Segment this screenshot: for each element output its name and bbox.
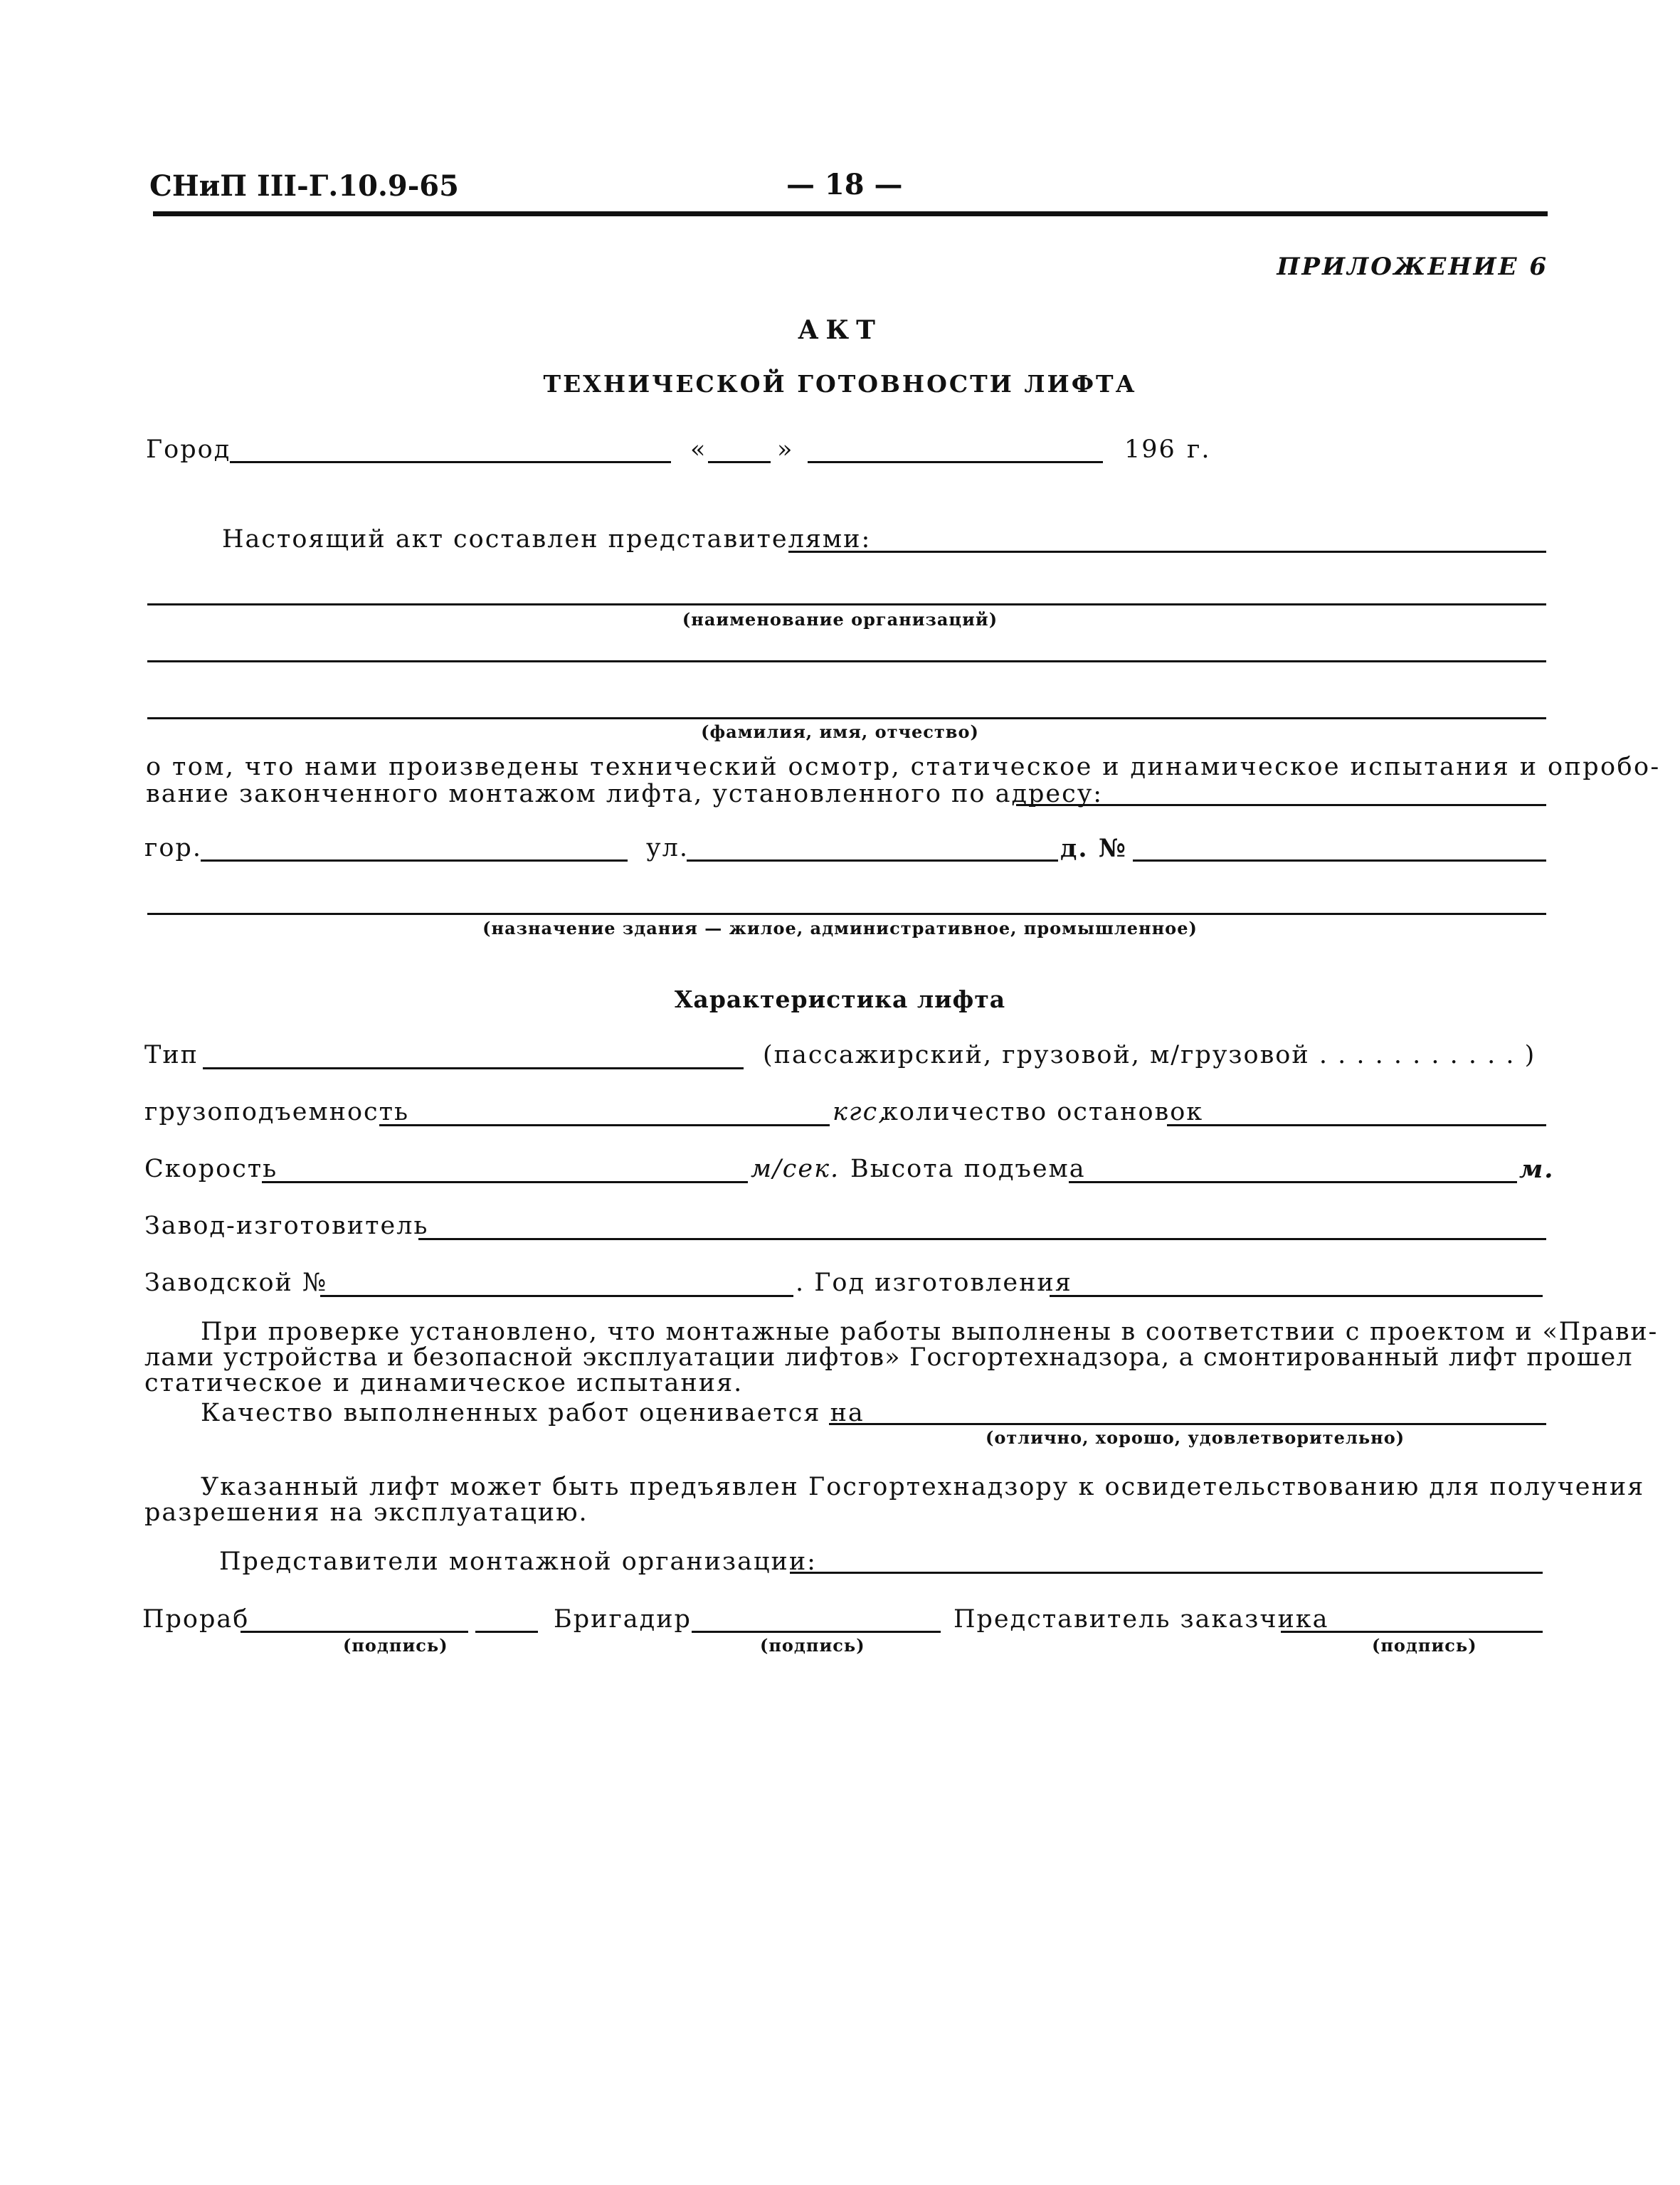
paragraph-1-line-2: вание законченного монтажом лифта, установленного по адресу: <box>146 780 1104 808</box>
stops-field[interactable] <box>1167 1124 1546 1126</box>
paragraph-2-line-2: лами устройства и безопасной эксплуатации лифтов» Госгортехнадзора, а смонтированный лифт прошел <box>144 1343 1633 1372</box>
representatives-label: Представители монтажной организации: <box>219 1548 817 1576</box>
customer-rep-signature-field[interactable] <box>1281 1631 1543 1633</box>
address-field[interactable] <box>1016 804 1546 806</box>
act-subtitle: ТЕХНИЧЕСКОЙ ГОТОВНОСТИ ЛИФТА <box>543 370 1137 398</box>
serial-field[interactable] <box>320 1295 793 1297</box>
speed-field[interactable] <box>262 1181 748 1183</box>
building-purpose-line[interactable] <box>147 913 1546 915</box>
organizations-line[interactable] <box>147 603 1546 605</box>
paragraph-3-line-1: Указанный лифт может быть предъявлен Госгортехнадзору к освидетельствованию для получения <box>201 1473 1645 1501</box>
height-unit: м. <box>1519 1155 1555 1184</box>
capacity-field[interactable] <box>379 1124 830 1126</box>
day-field[interactable] <box>708 461 771 463</box>
brigadier-signature-field[interactable] <box>692 1631 941 1633</box>
quality-label: Качество выполненных работ оценивается на <box>201 1399 865 1427</box>
foreman-label: Прораб <box>142 1605 250 1634</box>
foreman-signature-caption: (подпись) <box>343 1635 448 1656</box>
type-field[interactable] <box>203 1067 744 1069</box>
type-options: (пассажирский, грузовой, м/грузовой . . . . . . . . . . . ) <box>763 1041 1536 1069</box>
quote-close: » <box>777 435 794 464</box>
caption-quality: (отлично, хорошо, удовлетворительно) <box>986 1427 1405 1448</box>
document-code: СНиП III-Г.10.9-65 <box>149 169 459 203</box>
representatives-signature-field[interactable] <box>790 1572 1543 1574</box>
address-city-label: гор. <box>144 834 202 862</box>
manufacture-year-label: . Год изготовления <box>796 1269 1072 1297</box>
representatives-field[interactable] <box>788 551 1546 553</box>
address-street-label: ул. <box>646 834 689 862</box>
height-field[interactable] <box>1069 1181 1517 1183</box>
paragraph-3-line-2: разрешения на эксплуатацию. <box>144 1498 588 1527</box>
brigadier-signature-caption: (подпись) <box>760 1635 865 1656</box>
address-house-field[interactable] <box>1133 859 1546 862</box>
foreman-name-field[interactable] <box>475 1631 538 1633</box>
foreman-signature-field[interactable] <box>241 1631 468 1633</box>
quote-open: « <box>690 435 707 464</box>
year-suffix: г. <box>1187 435 1211 464</box>
address-house-label: д. № <box>1060 834 1127 863</box>
address-city-field[interactable] <box>201 859 628 862</box>
manufacturer-label: Завод-изготовитель <box>144 1212 429 1240</box>
month-field[interactable] <box>808 461 1103 463</box>
year-prefix: 196 <box>1124 435 1176 464</box>
manufacture-year-field[interactable] <box>1050 1295 1543 1297</box>
header-rule <box>153 211 1548 216</box>
caption-building: (назначение здания — жилое, административное, промышленное) <box>482 918 1198 938</box>
paragraph-2-line-3: статическое и динамическое испытания. <box>144 1369 744 1397</box>
quality-field[interactable] <box>829 1423 1546 1425</box>
manufacturer-field[interactable] <box>418 1238 1546 1240</box>
appendix-label: ПРИЛОЖЕНИЕ 6 <box>1277 253 1548 281</box>
height-label: Высота подъема <box>850 1155 1086 1183</box>
city-field[interactable] <box>230 461 671 463</box>
speed-unit: м/сек. <box>751 1155 840 1183</box>
caption-names: (фамилия, имя, отчество) <box>701 721 979 742</box>
capacity-label: грузоподъемность <box>144 1098 410 1126</box>
speed-label: Скорость <box>144 1155 278 1183</box>
names-line-1[interactable] <box>147 660 1546 662</box>
stops-label: количество остановок <box>882 1098 1204 1126</box>
capacity-unit: кгс, <box>833 1098 888 1126</box>
intro-text: Настоящий акт составлен представителями: <box>222 525 872 554</box>
page-number: — 18 — <box>786 168 903 201</box>
act-title: АКТ <box>798 315 882 345</box>
serial-label: Заводской № <box>144 1269 328 1297</box>
paragraph-1-line-1: о том, что нами произведены технический осмотр, статическое и динамическое испытания и опробо- <box>146 753 1661 781</box>
characteristics-heading: Характеристика лифта <box>674 985 1006 1013</box>
address-street-field[interactable] <box>687 859 1058 862</box>
type-label: Тип <box>144 1041 199 1069</box>
caption-organizations: (наименование организаций) <box>682 609 998 630</box>
brigadier-label: Бригадир <box>554 1605 692 1634</box>
customer-rep-label: Представитель заказчика <box>953 1605 1329 1634</box>
city-label: Город <box>146 435 231 464</box>
paragraph-2-line-1: При проверке установлено, что монтажные работы выполнены в соответствии с проектом и «Прави- <box>201 1318 1659 1346</box>
names-line-2[interactable] <box>147 717 1546 719</box>
customer-rep-signature-caption: (подпись) <box>1372 1635 1477 1656</box>
